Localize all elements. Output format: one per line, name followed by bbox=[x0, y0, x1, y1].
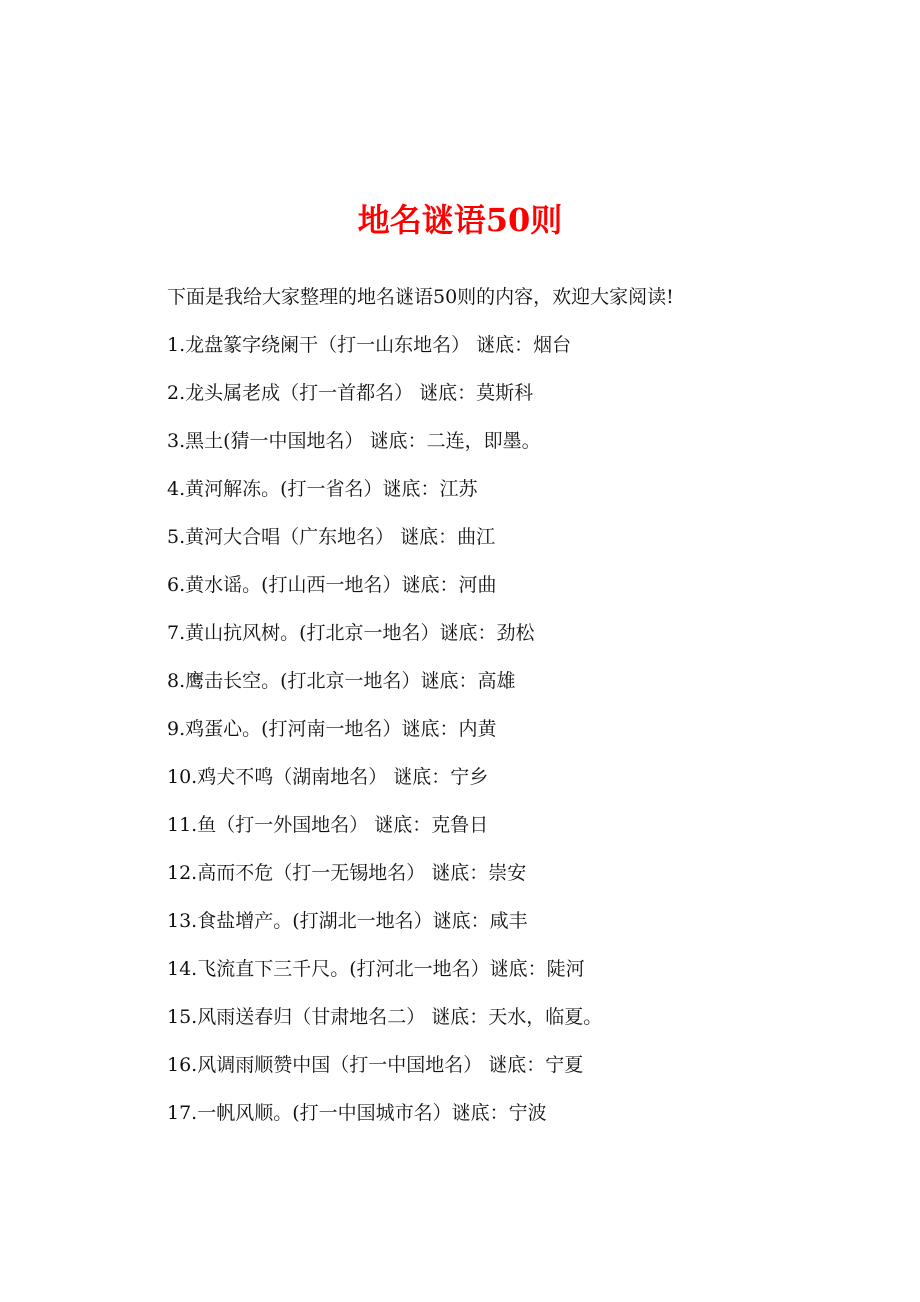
riddle-item: 17.一帆风顺。(打一中国城市名）谜底：宁波 bbox=[167, 1102, 547, 1124]
riddle-item: 5.黄河大合唱（广东地名） 谜底：曲江 bbox=[167, 526, 496, 548]
riddle-item: 7.黄山抗风树。(打北京一地名）谜底：劲松 bbox=[167, 622, 535, 644]
riddle-item: 3.黑土(猜一中国地名） 谜底：二连，即墨。 bbox=[167, 430, 541, 452]
riddle-item: 12.高而不危（打一无锡地名） 谜底：崇安 bbox=[167, 862, 527, 884]
riddle-list bbox=[167, 330, 867, 1146]
riddle-item: 9.鸡蛋心。(打河南一地名）谜底：内黄 bbox=[167, 718, 497, 740]
intro-paragraph: 下面是我给大家整理的地名谜语50则的内容，欢迎大家阅读! bbox=[167, 286, 674, 308]
document-title: 地名谜语50则 bbox=[357, 201, 563, 239]
riddle-item: 1.龙盘篆字绕阑干（打一山东地名） 谜底：烟台 bbox=[167, 334, 572, 356]
riddle-item: 6.黄水谣。(打山西一地名）谜底：河曲 bbox=[167, 574, 497, 596]
riddle-item: 13.食盐增产。(打湖北一地名）谜底：咸丰 bbox=[167, 910, 528, 932]
riddle-item: 14.飞流直下三千尺。(打河北一地名）谜底：陡河 bbox=[167, 958, 585, 980]
riddle-item: 2.龙头属老成（打一首都名） 谜底：莫斯科 bbox=[167, 382, 534, 404]
riddle-item: 4.黄河解冻。(打一省名）谜底：江苏 bbox=[167, 478, 478, 500]
riddle-item: 15.风雨送春归（甘肃地名二） 谜底：天水，临夏。 bbox=[167, 1006, 603, 1028]
riddle-item: 11.鱼（打一外国地名） 谜底：克鲁日 bbox=[167, 814, 489, 836]
riddle-item: 8.鹰击长空。(打北京一地名）谜底：高雄 bbox=[167, 670, 516, 692]
riddle-item: 16.风调雨顺赞中国（打一中国地名） 谜底：宁夏 bbox=[167, 1054, 584, 1076]
riddle-item: 10.鸡犬不鸣（湖南地名） 谜底：宁乡 bbox=[167, 766, 489, 788]
